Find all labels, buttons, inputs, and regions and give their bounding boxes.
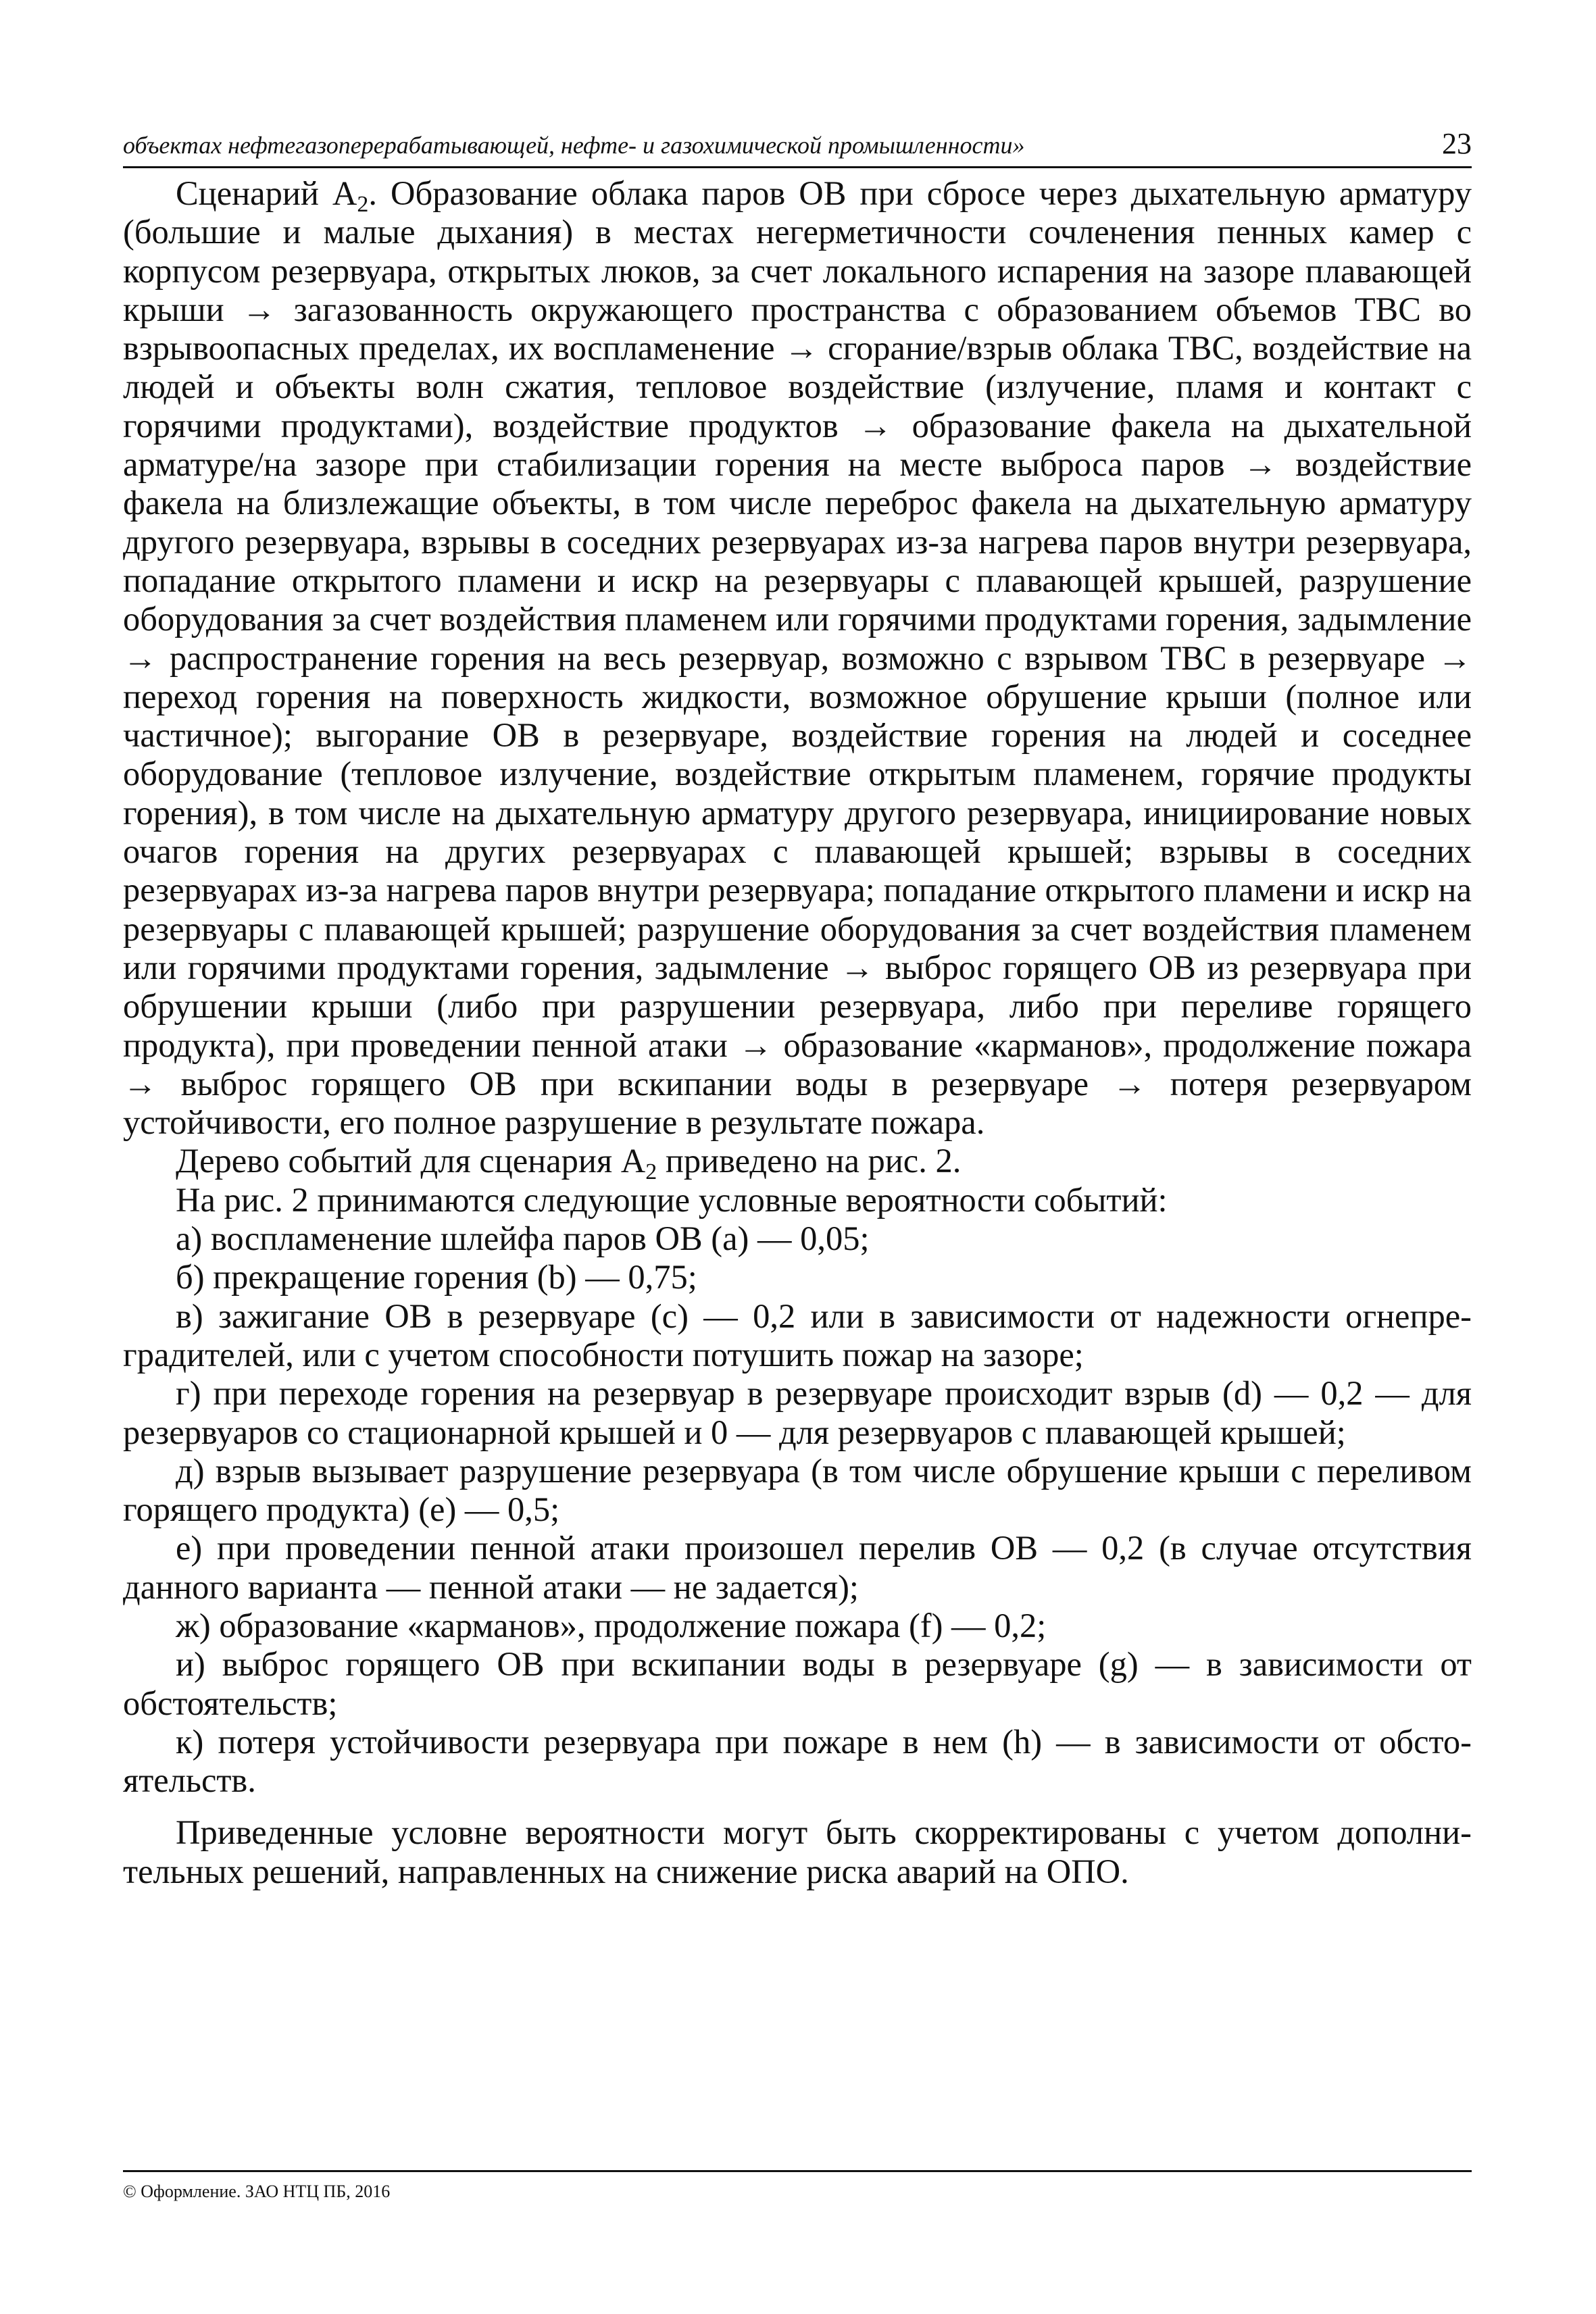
tree-reference-paragraph xyxy=(123,1142,1472,1185)
scenario-text: . Образование облака паров ОВ при сбросе через дыхательную арматуру (большие и малые дыхания) в местах негерметичности сочленения пенных камер с корпусом резервуара, открытых люков, за счет локального испарения на зазоре плавающей крыши → загазованность окружающего пространства с образованием объемов ТВС во взрывоопасных пределах, их воспламенение → сгорание/взрыв облака ТВС, воздействие на людей и объекты волн сжатия, тепловое воздействие (излучение, пламя и контакт с горячими продуктами), воздействие продуктов → образование факела на дыхательной арматуре/на зазоре при стабилизации горения на месте выброса паров → воздействие факела на близлежащие объекты, в том числе переброс факела на дыхательную арматуру другого резервуара, взрывы в соседних резервуарах из-за нагрева паров внутри резервуара, попадание открытого пламени и искр на резервуары с плавающей крышей, разрушение оборудования за счет воздействия пламенем или горячими продуктами горения, задымление → распространение горения на весь резервуар, возможно с взрывом ТВС в резервуаре → переход горения на поверхность жидкости, возможное обрушение крыши (полное или частичное); выгорание ОВ в резервуаре, воздействие горения на людей и соседнее оборудование (тепловое излучение, воздействие открытым пламенем, горячие продукты горения), в том числе на дыхательную арматуру другого резервуара, инициирование новых очагов горения на других резервуарах с плавающей крышей; взрывы в соседних резервуарах из-за нагрева паров внутри резервуара; попадание открытого пламени и искр на резервуары с плавающей крышей; разрушение оборудования за счет воздействия пламенем или горячими продуктами горения, задымление → выброс горящего ОВ из резервуара при обрушении крыши (либо при разрушении резервуара, либо при переливе горящего продукта), при проведении пенной атаки → образование «карманов», продолжение пожара → выброс горящего ОВ при вскипании воды в резервуаре → потеря резервуаром устойчивости, его полное разрушение в результате пожара. xyxy=(123,174,1472,1142)
scenario-label: Сценарий А xyxy=(176,174,357,212)
list-item: е) при проведении пенной атаки произошел перелив ОВ — 0,2 (в случае отсутствия данного варианта — пенной атаки — не задается); xyxy=(123,1529,1472,1606)
scenario-paragraph xyxy=(123,174,1472,1142)
running-head xyxy=(123,126,1472,168)
list-item: к) потеря устойчивости резервуара при пожаре в нем (h) — в зависимости от обстоятельств. xyxy=(123,1722,1472,1800)
tree-reference-subscript: 2 xyxy=(645,1159,657,1185)
page-number: 23 xyxy=(1442,127,1472,160)
closing-paragraph: Приведенные условне вероятности могут быть скорректированы с учетом дополнительных решений, направленных на снижение риска аварий на ОПО. xyxy=(123,1813,1472,1890)
body-text xyxy=(123,174,1472,1891)
tree-reference-suffix: приведено на рис. 2. xyxy=(657,1142,962,1180)
list-item: и) выброс горящего ОВ при вскипании воды в резервуаре (g) — в зависимости от обстоятельств; xyxy=(123,1645,1472,1722)
list-item: а) воспламенение шлейфа паров ОВ (a) — 0,05; xyxy=(176,1219,870,1258)
tree-reference-prefix: Дерево событий для сценария А xyxy=(176,1142,646,1180)
list-item: д) взрыв вызывает разрушение резервуара (в том числе обрушение крыши с переливом горящего продукта) (e) — 0,5; xyxy=(123,1451,1472,1529)
list-item: г) при переходе горения на резервуар в резервуаре происходит взрыв (d) — 0,2 — для резервуаров со стационарной крышей и 0 — для резервуаров с плавающей крышей; xyxy=(123,1374,1472,1451)
list-item: в) зажигание ОВ в резервуаре (c) — 0,2 или в зависимости от надежности огнепреградителей, или с учетом способности потушить пожар на зазоре; xyxy=(123,1297,1472,1374)
list-item: б) прекращение горения (b) — 0,75; xyxy=(176,1258,697,1297)
list-intro: На рис. 2 принимаются следующие условные вероятности событий: xyxy=(176,1180,1168,1219)
footer-copyright: © Оформление. ЗАО НТЦ ПБ, 2016 xyxy=(123,2182,391,2201)
running-head-title: объектах нефтегазоперерабатывающей, нефте- и газохимической промышленности» xyxy=(123,132,1025,159)
scenario-label-subscript: 2 xyxy=(357,192,369,217)
list-item: ж) образование «карманов», продолжение пожара (f) — 0,2; xyxy=(176,1606,1047,1644)
page-footer xyxy=(123,2170,1472,2202)
